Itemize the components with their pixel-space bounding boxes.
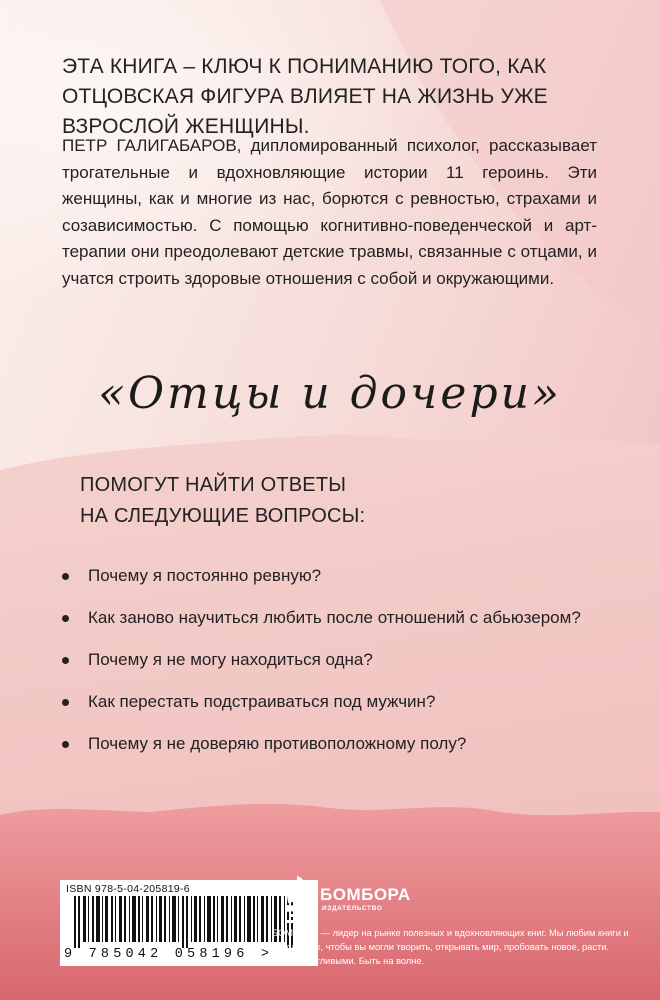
book-title: «Отцы и дочери» bbox=[98, 368, 562, 419]
list-item bbox=[58, 731, 618, 757]
list-item bbox=[58, 689, 618, 715]
lead-text: ЭТА КНИГА – КЛЮЧ К ПОНИМАНИЮ ТОГО, КАК ОТЦОВСКАЯ ФИГУРА ВЛИЯЕТ НА ЖИЗНЬ УЖЕ ВЗРОСЛОЙ ЖЕНЩИНЫ. bbox=[62, 55, 548, 138]
questions-heading-line-1: ПОМОГУТ НАЙТИ ОТВЕТЫ bbox=[80, 474, 347, 496]
list-item bbox=[58, 563, 618, 589]
questions-heading-line-2: НА СЛЕДУЮЩИЕ ВОПРОСЫ: bbox=[80, 505, 366, 527]
bullet-icon bbox=[62, 699, 69, 706]
question-list bbox=[58, 563, 618, 773]
question-text: Почему я постоянно ревную? bbox=[88, 566, 322, 585]
publisher-description: БОМБОРА — лидер на рынке полезных и вдохновляющих книг. Мы любим книги и создаем их, чтобы вы могли творить, открывать мир, пробовать новое, расти. Быть счастливыми. Быть на волне. bbox=[272, 928, 629, 966]
description-paragraph: ПЕТР ГАЛИГАБАРОВ, дипломированный психолог, рассказывает трогательные и вдохновляющие истории 11 героинь. Эти женщины, как и многие из нас, борются с ревностью, страхами и созависимостью. С помощью когнитивно-поведенческой и арт-терапии они преодолевают детские травмы, связанные с отцами, и учатся строить здоровые отношения с собой и окружающими. bbox=[62, 136, 597, 288]
publisher-name: БОМБОРА bbox=[320, 885, 411, 904]
bombora-logo-icon bbox=[283, 874, 317, 930]
question-text: Почему я не могу находиться одна? bbox=[88, 650, 373, 669]
questions-heading bbox=[80, 470, 500, 532]
bullet-icon bbox=[62, 573, 69, 580]
bullet-icon bbox=[62, 741, 69, 748]
question-text: Почему я не доверяю противоположному полу? bbox=[88, 734, 467, 753]
publisher-subtitle: ИЗДАТЕЛЬСТВО bbox=[322, 905, 383, 912]
list-item bbox=[58, 647, 618, 673]
bullet-icon bbox=[62, 615, 69, 622]
question-text: Как заново научиться любить после отношений с абьюзером? bbox=[88, 608, 581, 627]
question-text: Как перестать подстраиваться под мужчин? bbox=[88, 692, 436, 711]
isbn-label: ISBN 978-5-04-205819-6 bbox=[66, 883, 190, 895]
bullet-icon bbox=[62, 657, 69, 664]
list-item bbox=[58, 605, 618, 631]
barcode-digits: 9 785042 058196 > bbox=[64, 947, 274, 962]
